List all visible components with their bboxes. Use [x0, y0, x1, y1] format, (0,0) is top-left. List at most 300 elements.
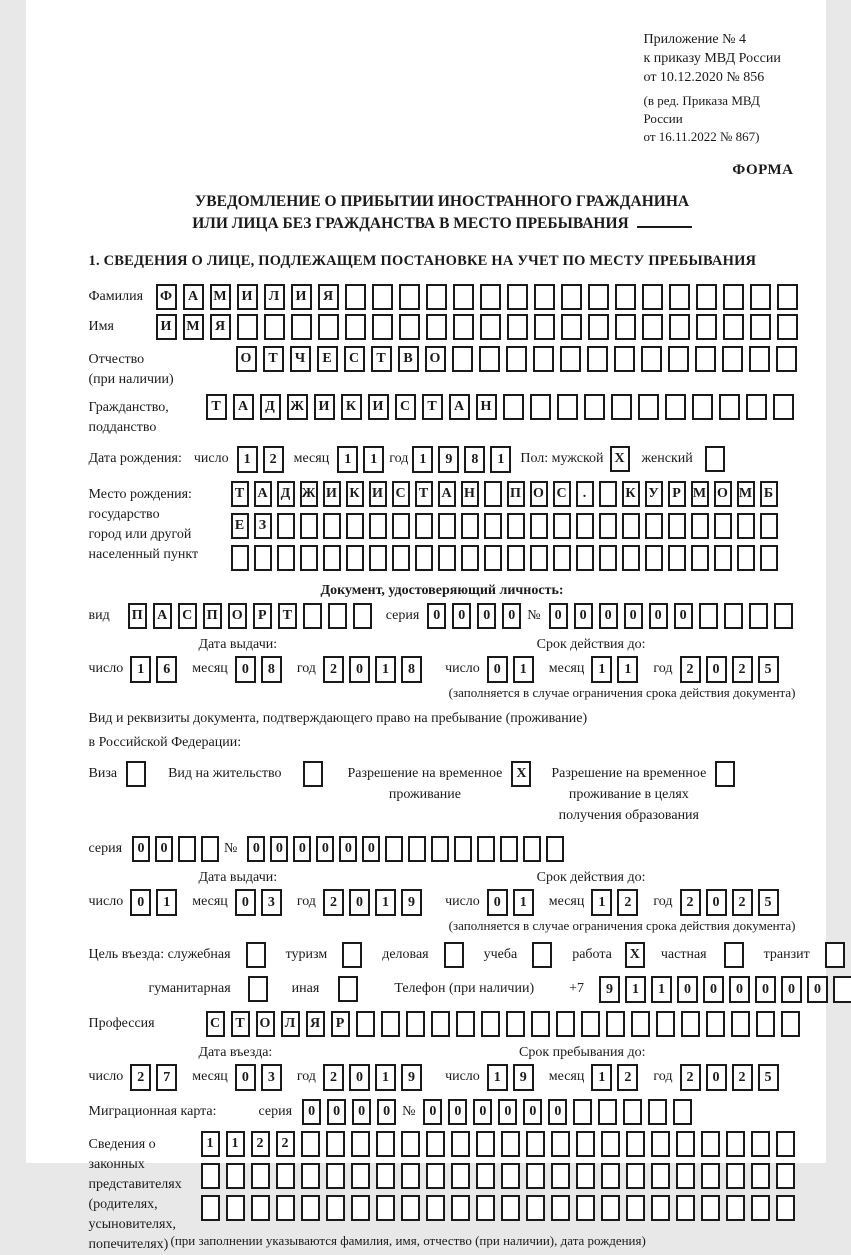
form-cell[interactable]: Т — [206, 394, 227, 420]
form-cell[interactable] — [426, 284, 447, 310]
form-cell[interactable]: Т — [422, 394, 443, 420]
form-cell[interactable]: 0 — [624, 603, 643, 629]
form-cell[interactable] — [346, 545, 364, 571]
form-cell[interactable]: Е — [231, 513, 249, 539]
form-cell[interactable] — [642, 284, 663, 310]
form-cell[interactable]: 0 — [599, 603, 618, 629]
form-cell[interactable] — [369, 545, 387, 571]
form-cell[interactable]: П — [507, 481, 525, 507]
form-cell[interactable] — [303, 761, 323, 787]
form-cell[interactable] — [773, 394, 794, 420]
form-cell[interactable] — [576, 1163, 595, 1189]
form-cell[interactable]: 6 — [156, 656, 177, 683]
form-cell[interactable] — [426, 314, 447, 340]
form-cell[interactable] — [751, 1163, 770, 1189]
form-cell[interactable] — [500, 836, 518, 862]
form-cell[interactable]: 0 — [674, 603, 693, 629]
form-cell[interactable] — [507, 545, 525, 571]
form-cell[interactable]: 3 — [261, 889, 282, 916]
form-cell[interactable] — [599, 545, 617, 571]
form-cell[interactable] — [651, 1163, 670, 1189]
form-cell[interactable] — [601, 1131, 620, 1157]
form-cell[interactable] — [691, 513, 709, 539]
form-cell[interactable]: Я — [306, 1011, 325, 1037]
form-cell[interactable]: 2 — [251, 1131, 270, 1157]
form-cell[interactable]: 1 — [130, 656, 151, 683]
form-cell[interactable]: 0 — [316, 836, 334, 862]
form-cell[interactable] — [201, 836, 219, 862]
form-cell[interactable]: О — [256, 1011, 275, 1037]
form-cell[interactable] — [557, 394, 578, 420]
form-cell[interactable] — [723, 314, 744, 340]
form-cell[interactable] — [833, 976, 851, 1003]
form-cell[interactable]: Т — [278, 603, 297, 629]
form-cell[interactable]: 2 — [680, 1064, 701, 1091]
form-cell[interactable]: 3 — [261, 1064, 282, 1091]
form-cell[interactable] — [751, 1131, 770, 1157]
form-cell[interactable] — [277, 513, 295, 539]
form-cell[interactable]: 0 — [703, 976, 724, 1003]
form-cell[interactable] — [626, 1163, 645, 1189]
form-cell[interactable]: 2 — [617, 889, 638, 916]
form-cell[interactable] — [599, 481, 617, 507]
form-cell[interactable] — [576, 513, 594, 539]
form-cell[interactable] — [444, 942, 464, 968]
form-cell[interactable]: 8 — [261, 656, 282, 683]
form-cell[interactable]: 0 — [755, 976, 776, 1003]
form-cell[interactable]: 1 — [591, 1064, 612, 1091]
form-cell[interactable] — [277, 545, 295, 571]
form-cell[interactable]: Л — [264, 284, 285, 310]
form-cell[interactable] — [560, 346, 581, 372]
form-cell[interactable] — [507, 284, 528, 310]
form-cell[interactable] — [615, 284, 636, 310]
form-cell[interactable]: Т — [263, 346, 284, 372]
form-cell[interactable] — [523, 836, 541, 862]
form-cell[interactable]: 0 — [377, 1099, 396, 1125]
form-cell[interactable]: 1 — [513, 656, 534, 683]
form-cell[interactable] — [530, 545, 548, 571]
form-cell[interactable] — [345, 314, 366, 340]
form-cell[interactable]: И — [156, 314, 177, 340]
form-cell[interactable]: И — [323, 481, 341, 507]
form-cell[interactable]: 0 — [729, 976, 750, 1003]
form-cell[interactable]: 0 — [362, 836, 380, 862]
form-cell[interactable]: 0 — [448, 1099, 467, 1125]
form-cell[interactable]: 8 — [401, 656, 422, 683]
form-cell[interactable] — [584, 394, 605, 420]
form-cell[interactable] — [615, 314, 636, 340]
form-cell[interactable] — [551, 1195, 570, 1221]
form-cell[interactable]: О — [236, 346, 257, 372]
form-cell[interactable] — [300, 513, 318, 539]
form-cell[interactable] — [715, 761, 735, 787]
form-cell[interactable] — [676, 1131, 695, 1157]
form-cell[interactable] — [723, 284, 744, 310]
form-cell[interactable]: 2 — [323, 1064, 344, 1091]
form-cell[interactable] — [551, 1131, 570, 1157]
form-cell[interactable]: Ч — [290, 346, 311, 372]
form-cell[interactable]: С — [206, 1011, 225, 1037]
form-cell[interactable] — [251, 1163, 270, 1189]
form-cell[interactable] — [454, 836, 472, 862]
form-cell[interactable] — [696, 284, 717, 310]
form-cell[interactable]: Д — [260, 394, 281, 420]
form-cell[interactable] — [392, 545, 410, 571]
form-cell[interactable] — [750, 284, 771, 310]
form-cell[interactable] — [676, 1195, 695, 1221]
form-cell[interactable]: Р — [668, 481, 686, 507]
form-cell[interactable] — [724, 942, 744, 968]
form-cell[interactable] — [705, 446, 725, 472]
form-cell[interactable]: 0 — [487, 656, 508, 683]
form-cell[interactable]: 0 — [649, 603, 668, 629]
form-cell[interactable] — [681, 1011, 700, 1037]
form-cell[interactable]: X — [610, 446, 630, 472]
form-cell[interactable] — [248, 976, 268, 1002]
form-cell[interactable] — [701, 1163, 720, 1189]
form-cell[interactable]: Р — [331, 1011, 350, 1037]
form-cell[interactable]: 1 — [487, 1064, 508, 1091]
form-cell[interactable] — [276, 1195, 295, 1221]
form-cell[interactable]: П — [203, 603, 222, 629]
form-cell[interactable] — [276, 1163, 295, 1189]
form-cell[interactable] — [178, 836, 196, 862]
form-cell[interactable]: 0 — [327, 1099, 346, 1125]
form-cell[interactable]: 0 — [235, 1064, 256, 1091]
form-cell[interactable] — [774, 603, 793, 629]
form-cell[interactable] — [601, 1195, 620, 1221]
form-cell[interactable]: X — [625, 942, 645, 968]
form-cell[interactable]: 0 — [270, 836, 288, 862]
form-cell[interactable]: 1 — [237, 446, 258, 473]
form-cell[interactable] — [641, 346, 662, 372]
form-cell[interactable] — [776, 1131, 795, 1157]
form-cell[interactable]: Е — [317, 346, 338, 372]
form-cell[interactable]: 0 — [477, 603, 496, 629]
form-cell[interactable]: 5 — [758, 656, 779, 683]
form-cell[interactable]: Т — [415, 481, 433, 507]
form-cell[interactable] — [484, 481, 502, 507]
form-cell[interactable]: 9 — [513, 1064, 534, 1091]
form-cell[interactable] — [756, 1011, 775, 1037]
form-cell[interactable]: Т — [231, 481, 249, 507]
form-cell[interactable]: 1 — [337, 446, 358, 473]
form-cell[interactable] — [501, 1195, 520, 1221]
form-cell[interactable]: 2 — [732, 656, 753, 683]
form-cell[interactable] — [501, 1163, 520, 1189]
form-cell[interactable]: В — [398, 346, 419, 372]
form-cell[interactable] — [338, 976, 358, 1002]
form-cell[interactable] — [342, 942, 362, 968]
form-cell[interactable] — [351, 1195, 370, 1221]
form-cell[interactable]: К — [622, 481, 640, 507]
form-cell[interactable]: 9 — [401, 889, 422, 916]
form-cell[interactable] — [431, 1011, 450, 1037]
form-cell[interactable] — [406, 1011, 425, 1037]
form-cell[interactable]: И — [314, 394, 335, 420]
form-cell[interactable] — [724, 603, 743, 629]
form-cell[interactable] — [614, 346, 635, 372]
form-cell[interactable] — [451, 1163, 470, 1189]
form-cell[interactable]: 5 — [758, 889, 779, 916]
form-cell[interactable] — [746, 394, 767, 420]
form-cell[interactable] — [576, 1131, 595, 1157]
form-cell[interactable]: 0 — [706, 1064, 727, 1091]
form-cell[interactable] — [825, 942, 845, 968]
form-cell[interactable]: 1 — [625, 976, 646, 1003]
form-cell[interactable] — [576, 1195, 595, 1221]
form-cell[interactable]: Ж — [287, 394, 308, 420]
form-cell[interactable]: 0 — [427, 603, 446, 629]
form-cell[interactable] — [601, 1163, 620, 1189]
form-cell[interactable]: К — [346, 481, 364, 507]
form-cell[interactable]: О — [530, 481, 548, 507]
form-cell[interactable] — [701, 1131, 720, 1157]
form-cell[interactable] — [399, 284, 420, 310]
form-cell[interactable] — [532, 942, 552, 968]
form-cell[interactable] — [415, 513, 433, 539]
form-cell[interactable] — [587, 346, 608, 372]
form-cell[interactable]: З — [254, 513, 272, 539]
form-cell[interactable]: 2 — [276, 1131, 295, 1157]
form-cell[interactable]: 0 — [302, 1099, 321, 1125]
form-cell[interactable]: К — [341, 394, 362, 420]
form-cell[interactable] — [691, 545, 709, 571]
form-cell[interactable] — [530, 513, 548, 539]
form-cell[interactable] — [476, 1195, 495, 1221]
form-cell[interactable]: 2 — [263, 446, 284, 473]
form-cell[interactable]: М — [691, 481, 709, 507]
form-cell[interactable] — [453, 314, 474, 340]
form-cell[interactable]: 1 — [375, 889, 396, 916]
form-cell[interactable] — [246, 942, 266, 968]
form-cell[interactable] — [599, 513, 617, 539]
form-cell[interactable]: 1 — [617, 656, 638, 683]
form-cell[interactable]: 0 — [423, 1099, 442, 1125]
form-cell[interactable]: И — [368, 394, 389, 420]
form-cell[interactable]: 1 — [651, 976, 672, 1003]
form-cell[interactable]: Т — [371, 346, 392, 372]
form-cell[interactable]: 0 — [293, 836, 311, 862]
form-cell[interactable]: 0 — [235, 656, 256, 683]
form-cell[interactable]: А — [153, 603, 172, 629]
form-cell[interactable] — [506, 1011, 525, 1037]
form-cell[interactable]: 1 — [226, 1131, 245, 1157]
form-cell[interactable] — [226, 1195, 245, 1221]
form-cell[interactable]: Л — [281, 1011, 300, 1037]
form-cell[interactable]: 0 — [473, 1099, 492, 1125]
form-cell[interactable] — [534, 284, 555, 310]
form-cell[interactable]: 0 — [352, 1099, 371, 1125]
form-cell[interactable] — [648, 1099, 667, 1125]
form-cell[interactable] — [264, 314, 285, 340]
form-cell[interactable] — [692, 394, 713, 420]
form-cell[interactable] — [776, 1163, 795, 1189]
form-cell[interactable] — [777, 314, 798, 340]
form-cell[interactable] — [656, 1011, 675, 1037]
form-cell[interactable]: 0 — [349, 656, 370, 683]
form-cell[interactable]: 1 — [490, 446, 511, 473]
form-cell[interactable] — [526, 1131, 545, 1157]
form-cell[interactable] — [506, 346, 527, 372]
form-cell[interactable]: 0 — [574, 603, 593, 629]
form-cell[interactable]: 0 — [155, 836, 173, 862]
form-cell[interactable]: . — [576, 481, 594, 507]
form-cell[interactable] — [372, 314, 393, 340]
form-cell[interactable] — [669, 314, 690, 340]
form-cell[interactable] — [376, 1163, 395, 1189]
form-cell[interactable] — [507, 513, 525, 539]
form-cell[interactable] — [326, 1131, 345, 1157]
form-cell[interactable]: С — [553, 481, 571, 507]
form-cell[interactable]: Ф — [156, 284, 177, 310]
form-cell[interactable]: 0 — [549, 603, 568, 629]
form-cell[interactable]: М — [210, 284, 231, 310]
form-cell[interactable]: М — [183, 314, 204, 340]
form-cell[interactable]: Я — [210, 314, 231, 340]
form-cell[interactable] — [531, 1011, 550, 1037]
form-cell[interactable] — [484, 545, 502, 571]
form-cell[interactable]: 2 — [732, 889, 753, 916]
form-cell[interactable]: 2 — [732, 1064, 753, 1091]
form-cell[interactable]: А — [183, 284, 204, 310]
form-cell[interactable] — [622, 545, 640, 571]
form-cell[interactable] — [533, 346, 554, 372]
form-cell[interactable] — [452, 346, 473, 372]
form-cell[interactable] — [369, 513, 387, 539]
form-cell[interactable]: 9 — [438, 446, 459, 473]
form-cell[interactable]: 2 — [130, 1064, 151, 1091]
form-cell[interactable]: 1 — [375, 1064, 396, 1091]
form-cell[interactable]: 0 — [523, 1099, 542, 1125]
form-cell[interactable]: 7 — [156, 1064, 177, 1091]
form-cell[interactable] — [201, 1163, 220, 1189]
form-cell[interactable]: 0 — [781, 976, 802, 1003]
form-cell[interactable] — [696, 314, 717, 340]
form-cell[interactable] — [576, 545, 594, 571]
form-cell[interactable] — [351, 1163, 370, 1189]
form-cell[interactable]: Я — [318, 284, 339, 310]
form-cell[interactable]: С — [344, 346, 365, 372]
form-cell[interactable]: Д — [277, 481, 295, 507]
form-cell[interactable] — [561, 284, 582, 310]
form-cell[interactable] — [776, 1195, 795, 1221]
form-cell[interactable] — [665, 394, 686, 420]
form-cell[interactable] — [651, 1195, 670, 1221]
form-cell[interactable] — [438, 513, 456, 539]
form-cell[interactable]: И — [291, 284, 312, 310]
form-cell[interactable]: О — [425, 346, 446, 372]
form-cell[interactable] — [303, 603, 322, 629]
form-cell[interactable]: С — [395, 394, 416, 420]
form-cell[interactable]: 0 — [349, 889, 370, 916]
form-cell[interactable]: 0 — [452, 603, 471, 629]
form-cell[interactable] — [426, 1163, 445, 1189]
form-cell[interactable] — [553, 545, 571, 571]
form-cell[interactable] — [651, 1131, 670, 1157]
form-cell[interactable] — [201, 1195, 220, 1221]
form-cell[interactable]: С — [392, 481, 410, 507]
form-cell[interactable] — [669, 284, 690, 310]
form-cell[interactable] — [484, 513, 502, 539]
form-cell[interactable] — [726, 1163, 745, 1189]
form-cell[interactable]: Н — [476, 394, 497, 420]
form-cell[interactable] — [719, 394, 740, 420]
form-cell[interactable] — [318, 314, 339, 340]
form-cell[interactable] — [480, 284, 501, 310]
form-cell[interactable] — [556, 1011, 575, 1037]
form-cell[interactable]: 0 — [502, 603, 521, 629]
form-cell[interactable] — [526, 1163, 545, 1189]
form-cell[interactable] — [372, 284, 393, 310]
form-cell[interactable] — [376, 1131, 395, 1157]
form-cell[interactable] — [254, 545, 272, 571]
form-cell[interactable] — [551, 1163, 570, 1189]
form-cell[interactable] — [399, 314, 420, 340]
form-cell[interactable] — [673, 1099, 692, 1125]
form-cell[interactable]: 0 — [339, 836, 357, 862]
form-cell[interactable]: 0 — [677, 976, 698, 1003]
form-cell[interactable]: 1 — [591, 656, 612, 683]
form-cell[interactable] — [726, 1131, 745, 1157]
form-cell[interactable] — [737, 545, 755, 571]
form-cell[interactable] — [503, 394, 524, 420]
form-cell[interactable] — [401, 1163, 420, 1189]
form-cell[interactable]: 0 — [349, 1064, 370, 1091]
form-cell[interactable] — [501, 1131, 520, 1157]
form-cell[interactable] — [328, 603, 347, 629]
form-cell[interactable] — [356, 1011, 375, 1037]
form-cell[interactable] — [426, 1195, 445, 1221]
form-cell[interactable] — [477, 836, 495, 862]
form-cell[interactable] — [461, 513, 479, 539]
form-cell[interactable] — [622, 513, 640, 539]
form-cell[interactable] — [706, 1011, 725, 1037]
form-cell[interactable] — [301, 1195, 320, 1221]
form-cell[interactable] — [408, 836, 426, 862]
form-cell[interactable] — [385, 836, 403, 862]
form-cell[interactable]: 2 — [680, 889, 701, 916]
form-cell[interactable] — [301, 1163, 320, 1189]
form-cell[interactable] — [461, 545, 479, 571]
form-cell[interactable] — [351, 1131, 370, 1157]
form-cell[interactable] — [431, 836, 449, 862]
form-cell[interactable] — [526, 1195, 545, 1221]
form-cell[interactable] — [438, 545, 456, 571]
form-cell[interactable] — [699, 603, 718, 629]
form-cell[interactable] — [326, 1163, 345, 1189]
form-cell[interactable] — [749, 603, 768, 629]
form-cell[interactable] — [476, 1131, 495, 1157]
form-cell[interactable]: С — [178, 603, 197, 629]
form-cell[interactable] — [701, 1195, 720, 1221]
form-cell[interactable] — [415, 545, 433, 571]
form-cell[interactable]: 2 — [680, 656, 701, 683]
form-cell[interactable]: 1 — [375, 656, 396, 683]
form-cell[interactable] — [534, 314, 555, 340]
form-cell[interactable]: А — [254, 481, 272, 507]
form-cell[interactable]: 8 — [464, 446, 485, 473]
form-cell[interactable]: 1 — [156, 889, 177, 916]
form-cell[interactable] — [346, 513, 364, 539]
form-cell[interactable] — [301, 1131, 320, 1157]
form-cell[interactable] — [401, 1195, 420, 1221]
form-cell[interactable]: X — [511, 761, 531, 787]
form-cell[interactable]: 5 — [758, 1064, 779, 1091]
form-cell[interactable] — [781, 1011, 800, 1037]
form-cell[interactable] — [481, 1011, 500, 1037]
